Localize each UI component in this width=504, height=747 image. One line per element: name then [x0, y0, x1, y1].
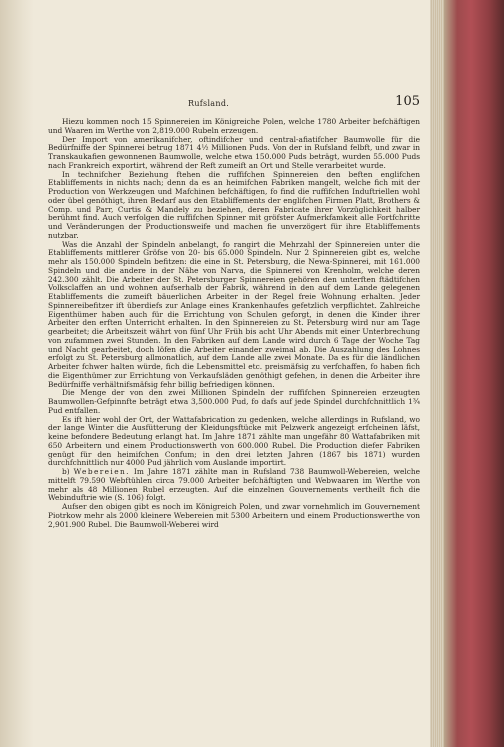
- section-marker: b): [62, 467, 70, 476]
- page-number: 105: [395, 94, 420, 109]
- body-text: [48, 118, 420, 738]
- paragraph: Was die Anzahl der Spindeln anbelangt, fo rangirt die Mehrzahl der Spinnereien unter die Etabliffements mittlerer Gröfse von 20- bis 65.000 Spindeln. Nur 2 Spinnereien gibt es, welche mehr als 150.000 Spindeln befitzen: die eine in St. Petersburg, die Newa-Spinnerei, mit 161.000 Spindeln und die andere in der Nähe von Narva, die Spinnerei von Krenholm, welche deren 242.300 zählt. Die Arbeiter der St. Petersburger Spinnereien gehören den unterften ftädtifchen Volksclaffen an und wohnen aufserhalb der Fabrik, während in den auf dem Lande gelegenen Etabliffements die zumeift bäuerlichen Arbeiter in der Regel freie Wohnung erhalten. Jeder Spinnereibefitzer ift überdiefs zur Anlage eines Krankenhaufes gefetzlich verpflichtet. Zahlreiche Eigenthümer haben auch für die Errichtung von Schulen geforgt, in denen die Kinder ihrer Arbeiter den erften Unterricht erhalten. In den Spinnereien zu St. Petersburg wird nur am Tage gearbeitet; die Arbeitszeit währt von fünf Uhr Früh bis acht Uhr Abends mit einer Unterbrechung von zufammen zwei Stunden. In den Fabriken auf dem Lande wird durch 6 Tage der Woche Tag und Nacht gearbeitet, doch löfen die Arbeiter einander zweimal ab. Die Auszahlung des Lohnes erfolgt zu St. Petersburg allmonatlich, auf dem Lande alle zwei Monate. Da es für die ländlichen Arbeiter fchwer halten würde, fich die Lebensmittel etc. preismäfsig zu verfchaffen, fo haben fich die Eigenthümer zur Errichtung von Verkaufsläden genöthigt gefehen, in denen die Arbeiter ihre Bedürfniffe verhältnifsmäfsig fehr billig befriedigen können.: [48, 239, 420, 389]
- section-b-paragraph: [48, 468, 420, 503]
- paragraph: Aufser den obigen gibt es noch im Königreich Polen, und zwar vornehmlich im Gouvernement Piotrkow mehr als 2000 kleinere Webereien mit 5300 Arbeitern und einem Productionswerthe von 2,901.900 Rubel. Die Baumwoll-Weberei wird: [48, 502, 420, 529]
- paragraph: Es ift hier wohl der Ort, der Wattafabrication zu gedenken, welche allerdings in Rufsland, wo der lange Winter die Ausfütterung der Kleidungsftücke mit Pelzwerk angezeigt erfcheinen läfst, keine befondere Bedeutung erlangt hat. Im Jahre 1871 zählte man ungefähr 80 Wattafabriken mit 650 Arbeitern und einem Productionswerth von 600.000 Rubel. Die Production diefer Fabriken genügt für den heimifchen Confum; in den drei letzten Jahren (1867 bis 1871) wurden durchfchnittlich nur 4000 Pud jährlich vom Auslande importirt.: [48, 414, 420, 468]
- book-binding: [444, 0, 504, 747]
- page-gutter: [0, 0, 34, 747]
- paragraph: Die Menge der von den zwei Millionen Spindeln der ruffifchen Spinnereien erzeugten Baumwollen-Gefpinnfte beträgt etwa 3,500.000 Pud, fo dafs auf jede Spindel durchfchnittlich 1¾ Pud entfallen.: [48, 388, 420, 415]
- paragraph: Der Import von amerikanifcher, oftindifcher und central-afiatifcher Baumwolle für die Bedürfniffe der Spinnerei betrug 1871 4½ Millionen Puds. Von der in Rufsland felbft, und zwar in Transkaukafien gewonnenen Baumwolle, welche etwa 150.000 Puds beträgt, wurden 55.000 Puds nach Frankreich exportirt, während der Reft zumeift an Ort und Stelle verarbeitet wurde.: [48, 134, 420, 170]
- page-edges: [430, 0, 444, 747]
- page-header: [48, 96, 418, 114]
- paragraph: In technifcher Beziehung ftehen die ruffifchen Spinnereien den beften englifchen Etabliffements in nichts nach; denn da es an heimifchen Fabriken mangelt, welche fich mit der Production von Werkzeugen und Mafchinen befchäftigen, fo find die ruffifchen Induftriellen wohl oder übel genöthigt, ihren Bedarf aus den Etabliffements der englifchen Firmen Platt, Brothers & Comp. und Parr, Curtis & Mandely zu beziehen, deren Fabricate ihrer Vorzüglichkeit halber berühmt find. Auch verfolgen die ruffifchen Spinner mit gröfster Aufmerkfamkeit alle Fortfchritte und Veränderungen der Productionsweife und machen fie unverzögert für ihre Etabliffements nutzbar.: [48, 169, 420, 240]
- section-heading: Webereien.: [73, 467, 130, 476]
- running-title: Rufsland.: [188, 99, 230, 108]
- paragraph: Hiezu kommen noch 15 Spinnereien im Königreiche Polen, welche 1780 Arbeiter befchäftigen und Waaren im Werthe von 2,819.000 Rubeln erzeugen.: [48, 117, 420, 135]
- section-text: Im Jahre 1871 zählte man in Rufsland 738 Baumwoll-Webereien, welche mittelft 79.590 Webftühlen circa 79.000 Arbeiter befchäftigten und Webwaaren im Werthe von mehr als 48 Millionen Rubel erzeugten. Auf die einzelnen Gouvernements vertheilt fich die Webinduftrie wie (S. 106) folgt.: [48, 467, 420, 503]
